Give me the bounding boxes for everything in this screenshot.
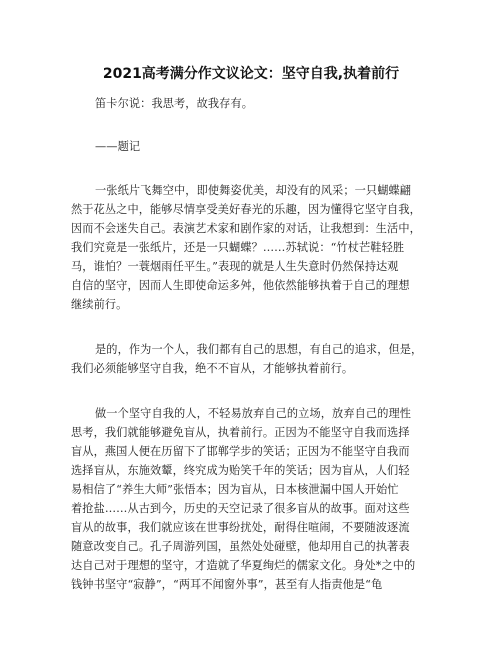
paragraph-3-line: 随意改变自己。孔子周游列国，虽然处处碰壁，他却用自己的执著表 bbox=[71, 540, 410, 553]
paragraph-3-line: 达自己对于理想的坚守，才造就了华夏绚烂的儒家文化。身处*之中的 bbox=[71, 559, 416, 572]
paragraph-1-line: 马，谁怕？一蓑烟雨任平生。”表现的就是人生失意时仍然保持达观 bbox=[71, 260, 399, 273]
paragraph-2-line: 我们必须能够坚守自我，绝不不盲从，才能够执着前行。 bbox=[71, 362, 354, 375]
paragraph-3-line: 易相信了“养生大师”张悟本；因为盲从，日本核泄漏中国人开始忙 bbox=[71, 483, 399, 496]
epigraph-quote: 笛卡尔说：我思考，故我存有。 bbox=[95, 97, 254, 110]
paragraph-2-line: 是的，作为一个人，我们都有自己的思想，有自己的追求，但是， bbox=[95, 343, 423, 356]
document-title: 2021高考满分作文议论文：坚守自我,执着前行 bbox=[102, 66, 400, 82]
paragraph-1-line: 自信的坚守，因而人生即使命运多舛，他依然能够执着于自己的理想 bbox=[71, 279, 410, 292]
paragraph-1-line: 继续前行。 bbox=[71, 298, 128, 311]
paragraph-3-line: 盲从，燕国人便在历留下了邯郸学步的笑话；正因为不能坚守自我而 bbox=[71, 445, 410, 458]
epigraph-attribution: ——题记 bbox=[95, 140, 141, 153]
paragraph-1-line: 因而不会迷失自己。表演艺术家和剧作家的对话，让我想到：生活中， bbox=[71, 222, 421, 235]
paragraph-3-line: 选择盲从，东施效颦，终究成为贻笑千年的笑话；因为盲从，人们轻 bbox=[71, 464, 410, 477]
paragraph-1-line: 一张纸片飞舞空中，即使舞姿优美，却没有的风采；一只蝴蝶翩 bbox=[95, 184, 412, 197]
paragraph-3-line: 盲从的故事，我们就应该在世事纷扰处，耐得住喧闹，不要随波逐流 bbox=[71, 521, 410, 534]
paragraph-3-line: 钱钟书坚守“寂静”，“两耳不闻窗外事”，甚至有人指责他是“龟 bbox=[71, 578, 383, 591]
paragraph-3-line: 着抢盐……从古到今，历史的天空记录了很多盲从的故事。面对这些 bbox=[71, 502, 410, 515]
paragraph-1-line: 我们究竟是一张纸片，还是一只蝴蝶？……苏轼说：“竹杖芒鞋轻胜 bbox=[71, 241, 405, 254]
paragraph-1-line: 然于花丛之中，能够尽情享受美好春光的乐趣，因为懂得它坚守自我， bbox=[71, 203, 421, 216]
paragraph-3-line: 思考，我们就能够避免盲从，执着前行。正因为不能坚守自我而选择 bbox=[71, 426, 410, 439]
paragraph-3-line: 做一个坚守自我的人，不轻易放弃自己的立场，放弃自己的理性 bbox=[95, 407, 412, 420]
